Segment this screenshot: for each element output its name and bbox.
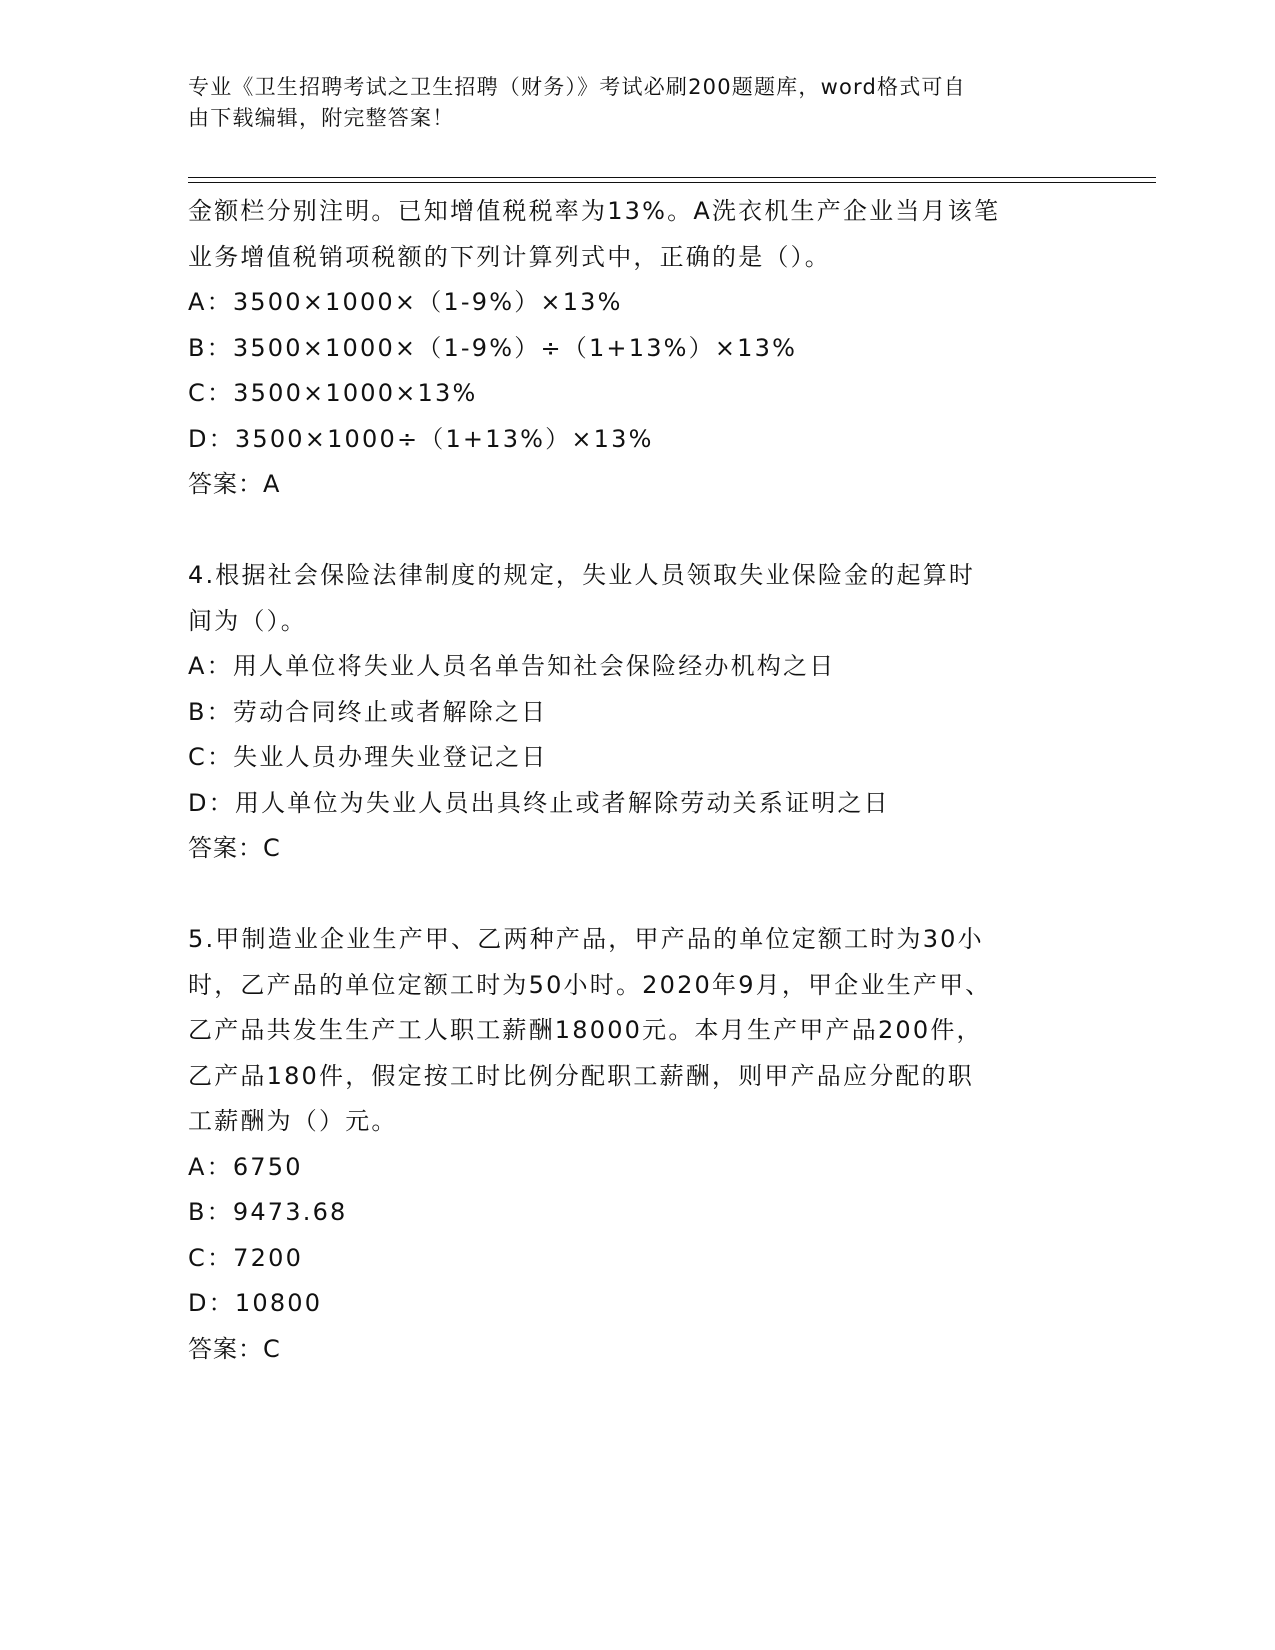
question-stem-line: 金额栏分别注明。已知增值税税率为13%。A洗衣机生产企业当月该笔 [188, 197, 1001, 225]
option-c: C：3500×1000×13% [188, 379, 478, 407]
option-b: B：劳动合同终止或者解除之日 [188, 697, 548, 726]
question-stem-line: 间为（）。 [188, 606, 307, 635]
question-5 [188, 917, 1088, 1372]
question-stem-line: 乙产品180件，假定按工时比例分配职工薪酬，则甲产品应分配的职 [188, 1061, 975, 1090]
option-d: D：用人单位为失业人员出具终止或者解除劳动关系证明之日 [188, 788, 890, 817]
header-divider-bottom [188, 182, 1156, 183]
question-4 [188, 553, 1088, 872]
document-header [188, 72, 1068, 134]
option-b: B：9473.68 [188, 1198, 348, 1226]
spacer [188, 508, 1088, 554]
answer-line: 答案：C [188, 834, 281, 862]
question-stem-line: 业务增值税销项税额的下列计算列式中，正确的是（）。 [188, 242, 831, 271]
option-d: D：10800 [188, 1289, 323, 1317]
option-c: C：失业人员办理失业登记之日 [188, 743, 548, 771]
answer-line: 答案：C [188, 1334, 281, 1363]
header-divider-top [188, 177, 1156, 178]
spacer [188, 872, 1088, 918]
option-a: A：用人单位将失业人员名单告知社会保险经办机构之日 [188, 652, 836, 680]
option-d: D：3500×1000÷（1+13%）×13% [188, 424, 654, 453]
option-a: A：6750 [188, 1152, 303, 1181]
question-stem-line: 4.根据社会保险法律制度的规定，失业人员领取失业保险金的起算时 [188, 561, 976, 589]
option-c: C：7200 [188, 1243, 304, 1272]
question-stem-line: 乙产品共发生生产工人职工薪酬18000元。本月生产甲产品200件， [188, 1016, 983, 1044]
document-body [188, 189, 1088, 1372]
option-b: B：3500×1000×（1-9%）÷（1+13%）×13% [188, 333, 798, 362]
question-stem-line: 时，乙产品的单位定额工时为50小时。2020年9月，甲企业生产甲、 [188, 970, 992, 999]
answer-line: 答案：A [188, 470, 281, 498]
question-stem-line: 5.甲制造业企业生产甲、乙两种产品，甲产品的单位定额工时为30小 [188, 925, 984, 953]
header-line-1: 专业《卫生招聘考试之卫生招聘（财务）》考试必刷200题题库，word格式可自 [188, 75, 966, 99]
question-stem-line: 工薪酬为（）元。 [188, 1107, 398, 1135]
option-a: A：3500×1000×（1-9%）×13% [188, 288, 623, 316]
header-line-2: 由下载编辑，附完整答案！ [188, 106, 455, 130]
question-3 [188, 189, 1088, 508]
